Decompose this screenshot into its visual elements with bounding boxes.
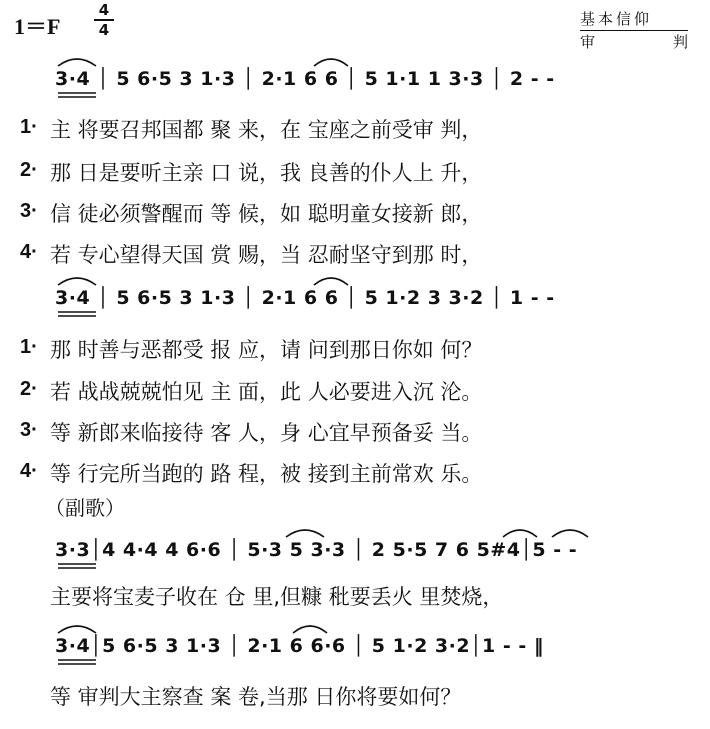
time-signature-bottom: 4 [98, 21, 110, 39]
lyric-line: 若 专心望得天国 赏 赐，当 忍耐坚守到那 时， [50, 243, 483, 267]
chorus-notation-line-1: 3·3│4 4·4 4 6·6 │ 5·3 5 3·3 │ 2 5·5 7 6 5#4│5 - - [55, 539, 578, 561]
hymn-subcategory [580, 30, 688, 52]
verse-number: 3· [20, 419, 38, 441]
verse-number: 4· [20, 460, 38, 482]
chorus-lyric-line-2: 等 审判大主察查 案 卷,当那 日你将要如何？ [50, 685, 462, 709]
notation-line-2: 3·4 │ 5 6·5 3 1·3 │ 2·1 6 6 │ 5 1·2 3 3·2 │ 1 - - [55, 287, 555, 309]
verse-number: 2· [20, 159, 38, 181]
lyric-line: 等 新郎来临接待 客 人，身 心宜早预备妥 当。 [50, 421, 483, 445]
lyric-line: 主 将要召邦国都 聚 来，在 宝座之前受审 判， [50, 118, 483, 142]
verse-number: 4· [20, 241, 38, 263]
chorus-notation-line-2: 3·4│5 6·5 3 1·3 │ 2·1 6 6·6 │ 5 1·2 3·2│1 - - ‖ [55, 635, 544, 657]
time-signature [92, 2, 116, 38]
notation-line-1: 3·4 │ 5 6·5 3 1·3 │ 2·1 6 6 │ 5 1·1 1 3·3 │ 2 - - [55, 68, 555, 90]
lyric-line: 信 徒必须警醒而 等 候，如 聪明童女接新 郎， [50, 202, 483, 226]
subcategory-char-1: 审 [580, 33, 596, 51]
hymn-category: 基本信仰 [580, 10, 653, 28]
subcategory-char-2: 判 [672, 33, 688, 51]
chorus-label: （副歌） [45, 496, 125, 520]
verse-number: 1· [20, 116, 38, 138]
time-signature-top: 4 [98, 1, 110, 19]
lyric-line: 那 日是要听主亲 口 说，我 良善的仆人上 升， [50, 161, 483, 185]
key-signature: 1＝F [14, 14, 61, 39]
verse-number: 1· [20, 336, 38, 358]
lyric-line: 等 行完所当跑的 路 程，被 接到主前常欢 乐。 [50, 462, 483, 486]
lyric-line: 若 战战兢兢怕见 主 面，此 人必要进入沉 沦。 [50, 380, 483, 404]
lyric-line: 那 时善与恶都受 报 应，请 问到那日你如 何？ [50, 338, 483, 362]
verse-number: 2· [20, 378, 38, 400]
verse-number: 3· [20, 200, 38, 222]
chorus-lyric-line-1: 主要将宝麦子收在 仓 里,但糠 秕要丢火 里焚烧， [50, 585, 504, 609]
